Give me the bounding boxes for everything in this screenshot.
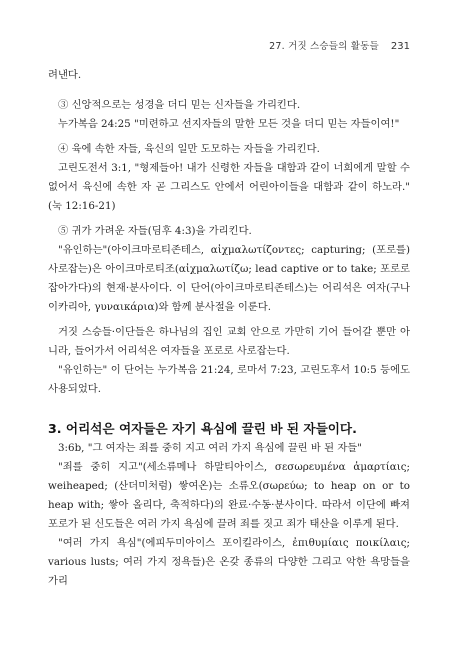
paragraph: 3:6b, "그 여자는 죄를 중히 지고 여러 가지 욕심에 끌린 바 된 자들"	[58, 442, 362, 454]
paragraph: "죄를 중히 지고"(세소류메나 하말티아이스, σεσωρευμένα ἁμαρτίαις; weiheaped; (산더미처럼) 쌓여온)는 소류오(σωρεύω; to heap on or to heap with; 쌓아 올리다, 축적하다)의 완료·수동·분사이다. 따라서 이단에 빠져 포로가 된 신도들은 여러 가지 욕심에 끌려 죄를 짓고 죄가 태산을 이루게 된다.	[48, 461, 410, 530]
page-body	[48, 66, 410, 591]
paragraph: ④ 육에 속한 자들, 육신의 일만 도모하는 자들을 가리킨다.	[58, 143, 320, 155]
running-header	[269, 38, 410, 52]
section-title: 3. 어리석은 여자들은 자기 욕심에 끌린 바 된 자들이다.	[48, 421, 357, 436]
paragraph: ③ 신앙적으로는 성경을 더디 믿는 신자들을 가리킨다.	[58, 99, 301, 111]
paragraph: "여러 가지 욕심"(에피두미아이스 포이킬라이스, ἐπιθυμίαις ποικίλαις; various lusts; 여러 가지 정욕들)은 온갖 종류의 다양한 그리고 악한 욕망들을 가리	[48, 537, 410, 587]
page-number: 231	[390, 41, 410, 52]
paragraph: 누가복음 24:25 "미련하고 선지자들의 말한 모든 것을 더디 믿는 자들이여!"	[58, 118, 400, 130]
paragraph: ⑤ 귀가 가려운 자들(딤후 4:3)을 가리킨다.	[58, 225, 252, 237]
paragraph: "유인하는"(아이크마로티존테스, αἰχμαλωτίζοντες; capturing; (포로를) 사로잡는)은 아이크마로티조(αἰχμαλωτίζω; lead captive or to take; 포로로 잡아가다)의 현재·분사이다. 이 단어(아이크마로티존테스)는 어리석은 여자(구나이카리아, γυναικάρια)와 함께 분사절을 이룬다.	[48, 244, 410, 313]
paragraph: 고린도전서 3:1, "형제들아! 내가 신령한 자들을 대함과 같이 너희에게 말할 수 없어서 육신에 속한 자 곧 그리스도 안에서 어린아이들을 대함과 같이 하노라."(눅 12:16-21)	[48, 162, 410, 212]
paragraph: "유인하는" 이 단어는 누가복음 21:24, 로마서 7:23, 고린도후서 10:5 등에도 사용되었다.	[48, 364, 410, 395]
paragraph: 거짓 스승들·이단들은 하나님의 집인 교회 안으로 가만히 기어 들어갈 뿐만 아니라, 들어가서 어리석은 여자들을 포로로 사로잡는다.	[48, 326, 410, 357]
chapter-title: 27. 거짓 스승들의 활동들	[269, 41, 379, 52]
paragraph: 려낸다.	[48, 69, 82, 81]
